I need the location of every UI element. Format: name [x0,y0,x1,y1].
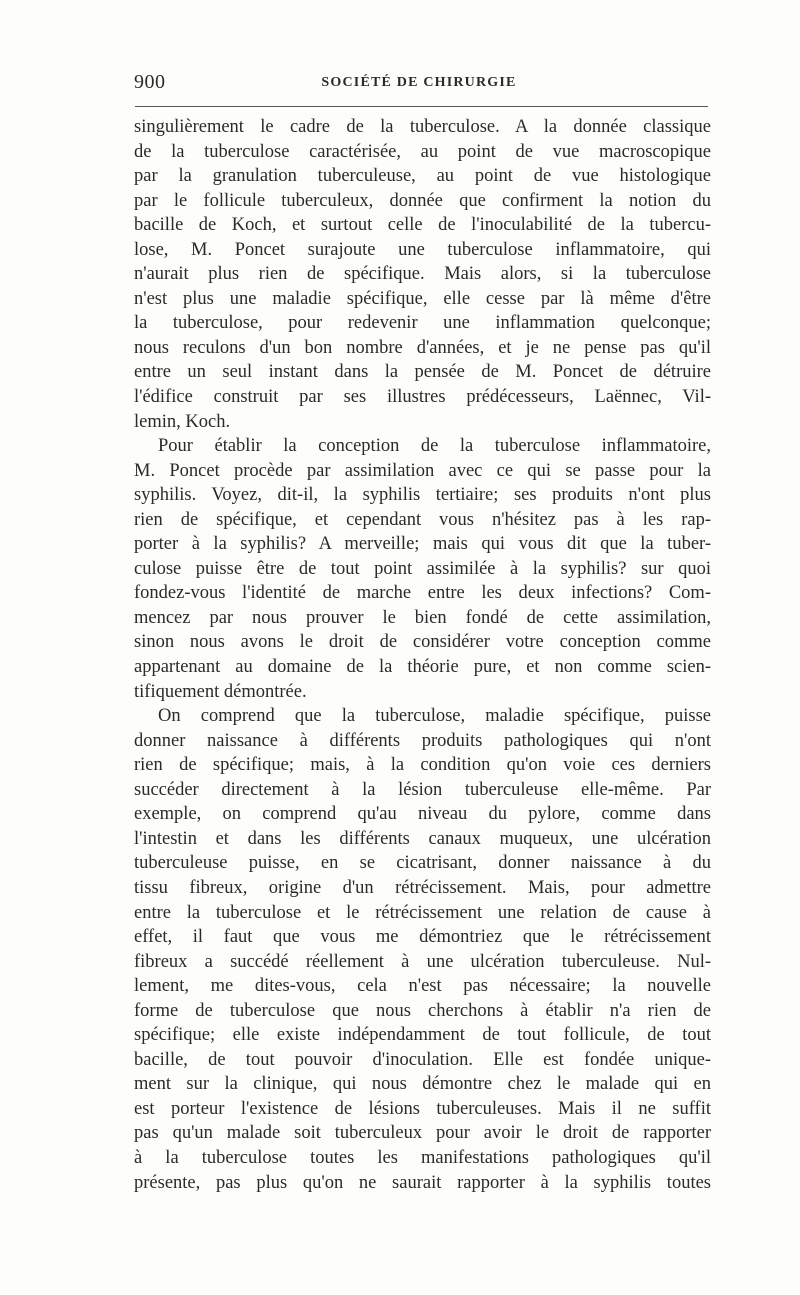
text-line: l'intestin et dans les différents canaux muqueux, une ulcération [134,828,711,849]
paragraph [134,115,711,434]
text-line: par la granulation tuberculeuse, au point de vue histologique [134,166,711,187]
text-line: ment sur la clinique, qui nous démontre chez le malade qui en [134,1074,711,1095]
header-rule [135,106,708,107]
text-line: lemin, Koch. [134,411,231,432]
text-line: syphilis. Voyez, dit-il, la syphilis tertiaire; ses produits n'ont plus [134,485,711,506]
text-line: effet, il faut que vous me démontriez que le rétrécissement [134,927,711,948]
text-line: tuberculeuse puisse, en se cicatrisant, donner naissance à du [134,853,711,874]
text-line: porter à la syphilis? A merveille; mais qui vous dit que la tuber- [134,534,711,555]
text-line: entre un seul instant dans la pensée de M. Poncet de détruire [134,362,711,383]
text-line: singulièrement le cadre de la tuberculose. A la donnée classique [134,117,711,137]
text-line: de la tuberculose caractérisée, au point de vue macroscopique [134,141,711,162]
text-line: forme de tuberculose que nous cherchons à établir n'a rien de [134,1000,711,1021]
journal-title: SOCIÉTÉ DE CHIRURGIE [321,75,517,90]
text-line: n'aurait plus rien de spécifique. Mais alors, si la tuberculose [134,264,711,285]
text-line: la tuberculose, pour redevenir une inflammation quelconque; [134,313,711,334]
paragraph [134,434,711,704]
paragraph [134,704,711,1195]
text-line: est porteur l'existence de lésions tuberculeuses. Mais il ne suffit [134,1098,711,1119]
text-line: On comprend que la tuberculose, maladie spécifique, puisse [158,706,711,727]
text-line: entre la tuberculose et le rétrécissement une relation de cause à [134,902,711,923]
text-line: spécifique; elle existe indépendamment de tout follicule, de tout [134,1025,711,1046]
text-line: l'édifice construit par ses illustres prédécesseurs, Laënnec, Vil- [134,387,711,408]
text-line: sinon nous avons le droit de considérer votre conception comme [134,632,711,653]
text-line: culose puisse être de tout point assimilée à la syphilis? sur quoi [134,558,711,579]
text-line: par le follicule tuberculeux, donnée que confirment la notion du [134,190,711,211]
text-line: appartenant au domaine de la théorie pure, et non comme scien- [134,657,711,678]
text-line: exemple, on comprend qu'au niveau du pylore, comme dans [134,804,711,825]
text-line: M. Poncet procède par assimilation avec ce qui se passe pour la [134,460,711,481]
text-line: donner naissance à différents produits pathologiques qui n'ont [134,730,711,751]
page-number: 900 [134,71,166,93]
text-line: à la tuberculose toutes les manifestations pathologiques qu'il [134,1147,711,1168]
text-line: tissu fibreux, origine d'un rétrécissement. Mais, pour admettre [134,877,711,898]
text-line: Pour établir la conception de la tuberculose inflammatoire, [158,436,711,457]
text-line: tifiquement démontrée. [134,681,307,702]
text-line: n'est plus une maladie spécifique, elle cesse par là même d'être [134,288,711,309]
text-line: présente, pas plus qu'on ne saurait rapporter à la syphilis toutes [134,1172,711,1193]
text-line: lement, me dites-vous, cela n'est pas nécessaire; la nouvelle [134,976,711,997]
text-line: bacille de Koch, et surtout celle de l'inoculabilité de la tubercu- [134,215,711,236]
text-line: rien de spécifique; mais, à la condition qu'on voie ces derniers [134,755,711,776]
running-head [130,71,708,97]
text-line: lose, M. Poncet surajoute une tuberculose inflammatoire, qui [134,239,711,260]
text-line: rien de spécifique, et cependant vous n'hésitez pas à les rap- [134,509,711,530]
text-line: nous reculons d'un bon nombre d'années, et je ne pense pas qu'il [134,337,711,358]
body-text [134,115,711,1195]
text-line: pas qu'un malade soit tuberculeux pour avoir le droit de rapporter [134,1123,711,1144]
text-line: succéder directement à la lésion tuberculeuse elle-même. Par [134,779,711,800]
text-line: fibreux a succédé réellement à une ulcération tuberculeuse. Nul- [134,951,711,972]
text-line: bacille, de tout pouvoir d'inoculation. Elle est fondée unique- [134,1049,711,1070]
text-line: mencez par nous prouver le bien fondé de cette assimilation, [134,607,711,628]
text-line: fondez-vous l'identité de marche entre les deux infections? Com- [134,583,711,604]
